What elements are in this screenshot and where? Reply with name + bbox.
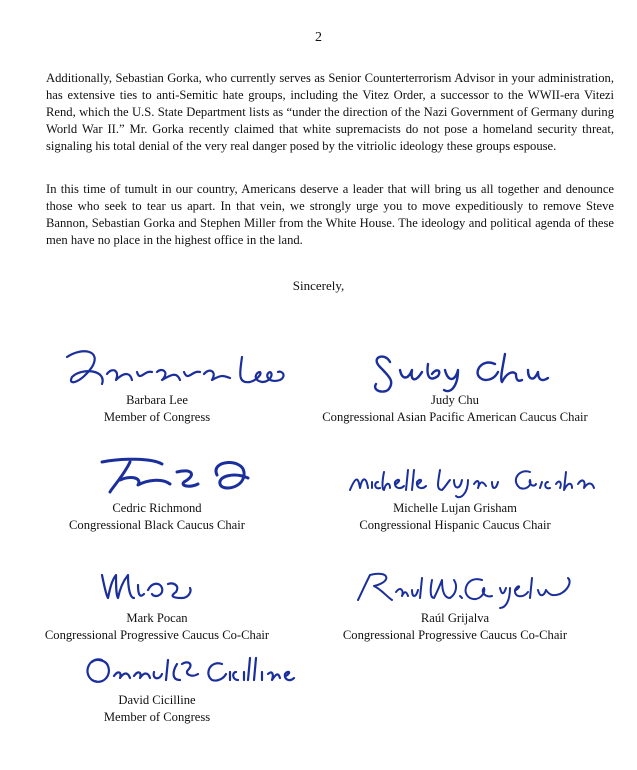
- signature-block-cedric-richmond: [12, 450, 302, 534]
- signature-block-david-cicilline: [12, 642, 302, 726]
- signatory-name: Mark Pocan: [126, 611, 188, 625]
- closing-salutation: Sincerely,: [292, 278, 345, 293]
- signatory-name: David Cicilline: [118, 693, 196, 707]
- handwritten-signature: [310, 450, 600, 500]
- signatory-name: Cedric Richmond: [112, 501, 202, 515]
- signature-block-barbara-lee: [12, 342, 302, 426]
- page-number: 2: [315, 30, 322, 45]
- signatory-name: Michelle Lujan Grisham: [393, 501, 517, 515]
- handwritten-signature: [12, 342, 302, 392]
- handwritten-signature: [310, 342, 600, 392]
- signatory-title: Congressional Hispanic Caucus Chair: [359, 518, 551, 532]
- handwritten-signature: [12, 450, 302, 500]
- handwritten-signature: [12, 642, 302, 692]
- body-paragraph-2: In this time of tumult in our country, Americans deserve a leader that will bring us all together and denounce those who seek to tear us apart. In that vein, we strongly urge you to move expeditiously to remove Steve Bannon, Sebastian Gorka and Stephen Miller from the White House. The ideology and political agenda of these men have no place in the highest office in the land.: [46, 182, 614, 247]
- signature-block-judy-chu: [310, 342, 600, 426]
- handwritten-signature: [12, 560, 302, 610]
- signatory-name: Judy Chu: [431, 393, 479, 407]
- signatory-title: Congressional Progressive Caucus Co-Chair: [342, 628, 568, 642]
- signature-block-raul-grijalva: [310, 560, 600, 644]
- handwritten-signature: [310, 560, 600, 610]
- signatory-name: Raúl Grijalva: [420, 611, 490, 625]
- signature-block-michelle-lujan-grisham: [310, 450, 600, 534]
- signature-block-mark-pocan: [12, 560, 302, 644]
- body-paragraph-1: Additionally, Sebastian Gorka, who currently serves as Senior Counterterrorism Advisor in your administration, has extensive ties to anti-Semitic hate groups, including the Vitez Order, a successor to the WWII-era Vitezi Rend, which the U.S. State Department lists as “under the direction of the Nazi Government of Germany during World War II.” Mr. Gorka recently claimed that white supremacists do not pose a homeland security threat, signaling his total denial of the very real danger posed by the vitriolic ideology these groups espouse.: [46, 71, 614, 153]
- signatory-title: Congressional Progressive Caucus Co-Chair: [44, 628, 270, 642]
- signatory-title: Congressional Asian Pacific American Caucus Chair: [322, 410, 588, 424]
- signatory-title: Congressional Black Caucus Chair: [69, 518, 245, 532]
- signatory-name: Barbara Lee: [126, 393, 188, 407]
- signatory-title: Member of Congress: [103, 410, 211, 424]
- signatory-title: Member of Congress: [103, 710, 211, 724]
